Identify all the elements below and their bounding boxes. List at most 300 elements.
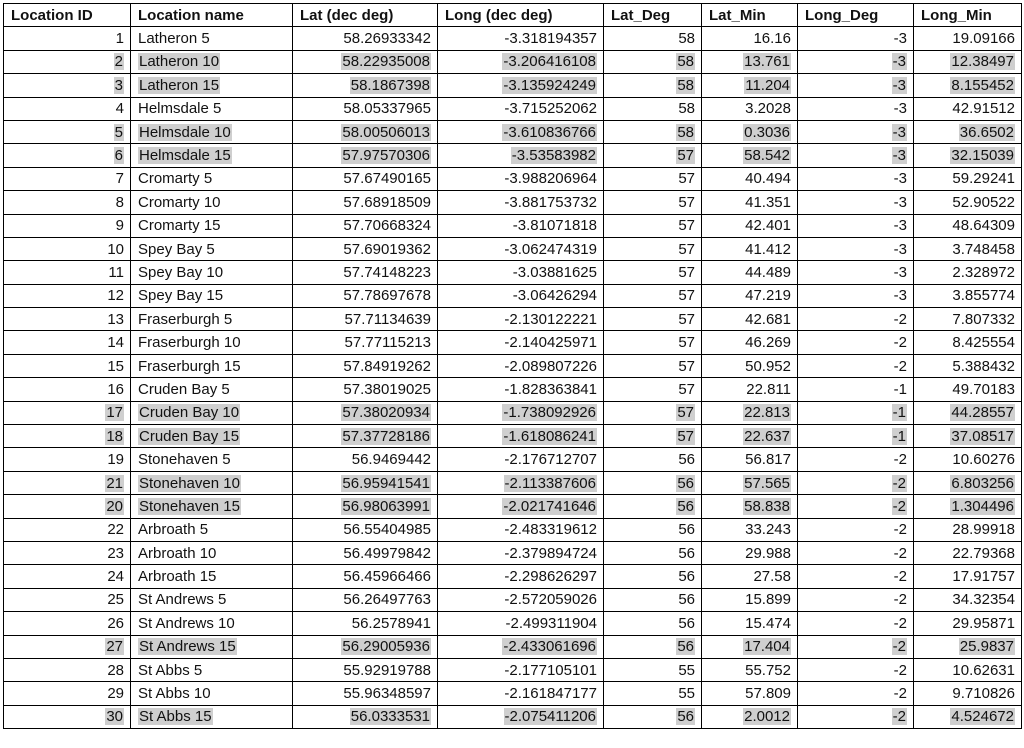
cell-long-min-value: 7.807332 — [952, 310, 1015, 328]
cell-lat-dec-deg-value: 57.68918509 — [343, 193, 431, 211]
cell-lat-dec-deg — [293, 144, 438, 167]
cell-lat-dec-deg — [293, 214, 438, 237]
cell-lat-deg — [604, 518, 702, 541]
table-row — [4, 612, 1022, 635]
cell-long-min-value: 42.91512 — [952, 100, 1015, 118]
cell-long-dec-deg — [438, 495, 604, 518]
cell-lat-min-value: 46.269 — [745, 334, 791, 352]
cell-long-dec-deg — [438, 237, 604, 260]
cell-lat-dec-deg-value: 56.49979842 — [343, 544, 431, 562]
cell-long-dec-deg — [438, 635, 604, 658]
cell-long-dec-deg — [438, 27, 604, 50]
cell-location-name — [131, 214, 293, 237]
cell-lat-min — [702, 658, 798, 681]
table-body — [4, 27, 1022, 729]
table-row — [4, 495, 1022, 518]
table-row — [4, 214, 1022, 237]
cell-long-dec-deg — [438, 705, 604, 728]
cell-location-name-value: Latheron 10 — [139, 53, 220, 71]
cell-long-min — [914, 27, 1022, 50]
cell-location-id-value: 3 — [114, 76, 123, 94]
table-row — [4, 308, 1022, 331]
cell-long-deg-value: -2 — [893, 568, 907, 586]
cell-location-id-value: 19 — [107, 451, 124, 469]
cell-lat-deg — [604, 167, 702, 190]
cell-lat-min-value: 16.16 — [753, 30, 791, 48]
cell-lat-dec-deg-value: 57.77115213 — [344, 334, 431, 352]
table-row — [4, 682, 1022, 705]
cell-lat-min-value: 47.219 — [745, 287, 791, 305]
cell-long-deg — [798, 261, 914, 284]
cell-location-name-value: Latheron 15 — [139, 76, 220, 94]
cell-location-name-value: Stonehaven 5 — [138, 451, 231, 469]
cell-long-deg-value: -3 — [893, 193, 907, 211]
cell-lat-min — [702, 308, 798, 331]
cell-lat-deg-value: 56 — [677, 708, 694, 726]
cell-location-id — [4, 120, 131, 143]
cell-long-min — [914, 378, 1022, 401]
cell-long-deg — [798, 50, 914, 73]
cell-long-min — [914, 191, 1022, 214]
cell-long-min — [914, 331, 1022, 354]
cell-long-min — [914, 50, 1022, 73]
cell-location-name-value: Stonehaven 15 — [139, 497, 240, 515]
cell-lat-deg-value: 56 — [678, 568, 695, 586]
cell-long-deg — [798, 705, 914, 728]
cell-long-dec-deg — [438, 658, 604, 681]
cell-lat-dec-deg-value: 57.69019362 — [343, 240, 431, 258]
cell-long-dec-deg-value: -1.618086241 — [503, 427, 596, 445]
cell-location-name — [131, 705, 293, 728]
cell-lat-deg — [604, 425, 702, 448]
cell-lat-dec-deg — [293, 308, 438, 331]
cell-lat-deg — [604, 378, 702, 401]
cell-lat-deg-value: 55 — [678, 661, 695, 679]
cell-long-dec-deg — [438, 120, 604, 143]
cell-lat-deg-value: 57 — [677, 147, 694, 165]
cell-lat-deg-value: 57 — [677, 427, 694, 445]
cell-lat-min-value: 17.404 — [744, 638, 790, 656]
cell-location-name — [131, 518, 293, 541]
cell-long-min-value: 1.304496 — [951, 497, 1014, 515]
cell-long-deg — [798, 167, 914, 190]
cell-location-id — [4, 518, 131, 541]
cell-lat-deg — [604, 214, 702, 237]
cell-lat-deg — [604, 471, 702, 494]
cell-location-id — [4, 378, 131, 401]
cell-location-id — [4, 74, 131, 97]
cell-long-min-value: 6.803256 — [951, 474, 1014, 492]
cell-location-id — [4, 214, 131, 237]
cell-lat-min-value: 40.494 — [745, 170, 791, 188]
cell-location-name — [131, 425, 293, 448]
cell-location-id-value: 23 — [107, 544, 124, 562]
cell-lat-min — [702, 331, 798, 354]
table-row — [4, 50, 1022, 73]
cell-long-dec-deg-value: -2.177105101 — [504, 661, 597, 679]
cell-long-deg — [798, 682, 914, 705]
table-row — [4, 237, 1022, 260]
cell-lat-min-value: 44.489 — [745, 263, 791, 281]
cell-location-id — [4, 635, 131, 658]
cell-lat-deg — [604, 612, 702, 635]
cell-lat-deg-value: 57 — [678, 380, 695, 398]
cell-location-name-value: Latheron 5 — [138, 30, 210, 48]
cell-lat-dec-deg-value: 57.70668324 — [343, 217, 431, 235]
cell-location-name — [131, 144, 293, 167]
header-location-id: Location ID — [4, 4, 131, 27]
cell-long-dec-deg — [438, 401, 604, 424]
header-long-dec-deg: Long (dec deg) — [438, 4, 604, 27]
cell-lat-dec-deg-value: 58.22935008 — [342, 53, 430, 71]
table-row — [4, 541, 1022, 564]
cell-lat-deg-value: 57 — [678, 334, 695, 352]
cell-lat-deg-value: 57 — [678, 287, 695, 305]
cell-lat-min-value: 22.637 — [744, 427, 790, 445]
cell-long-dec-deg-value: -2.130122221 — [504, 310, 597, 328]
cell-location-id-value: 17 — [106, 404, 123, 422]
cell-lat-deg-value: 57 — [678, 170, 695, 188]
cell-long-deg-value: -2 — [893, 544, 907, 562]
cell-long-dec-deg — [438, 541, 604, 564]
cell-location-id — [4, 448, 131, 471]
cell-long-min-value: 9.710826 — [952, 685, 1015, 703]
cell-location-id-value: 4 — [115, 100, 124, 118]
cell-location-name — [131, 471, 293, 494]
cell-lat-dec-deg-value: 56.2578941 — [351, 614, 431, 632]
table-row — [4, 518, 1022, 541]
cell-lat-min — [702, 237, 798, 260]
cell-lat-deg — [604, 635, 702, 658]
cell-lat-dec-deg — [293, 50, 438, 73]
cell-long-min — [914, 495, 1022, 518]
cell-location-name — [131, 658, 293, 681]
cell-lat-deg — [604, 448, 702, 471]
cell-lat-deg — [604, 120, 702, 143]
cell-lat-min — [702, 284, 798, 307]
cell-location-id — [4, 97, 131, 120]
cell-lat-deg — [604, 27, 702, 50]
cell-location-id — [4, 354, 131, 377]
table-row — [4, 705, 1022, 728]
cell-location-name-value: St Andrews 10 — [138, 614, 235, 632]
cell-long-min-value: 17.91757 — [952, 568, 1015, 586]
cell-lat-deg — [604, 588, 702, 611]
cell-lat-min — [702, 635, 798, 658]
cell-location-id-value: 8 — [115, 193, 124, 211]
cell-long-deg — [798, 612, 914, 635]
cell-lat-dec-deg-value: 58.05337965 — [343, 100, 431, 118]
cell-long-min-value: 4.524672 — [951, 708, 1014, 726]
cell-location-name — [131, 401, 293, 424]
cell-long-dec-deg — [438, 588, 604, 611]
cell-lat-min-value: 11.204 — [745, 76, 790, 94]
cell-lat-dec-deg — [293, 191, 438, 214]
cell-lat-dec-deg — [293, 167, 438, 190]
cell-long-dec-deg — [438, 74, 604, 97]
cell-lat-dec-deg-value: 58.00506013 — [342, 123, 430, 141]
cell-lat-dec-deg-value: 57.38019025 — [343, 380, 431, 398]
cell-long-deg — [798, 495, 914, 518]
cell-lat-dec-deg-value: 56.26497763 — [343, 591, 431, 609]
table-row — [4, 378, 1022, 401]
header-lat-min: Lat_Min — [702, 4, 798, 27]
cell-lat-min — [702, 495, 798, 518]
cell-long-deg — [798, 27, 914, 50]
cell-lat-dec-deg-value: 57.71134639 — [344, 310, 431, 328]
cell-lat-deg-value: 57 — [678, 310, 695, 328]
cell-location-name-value: Fraserburgh 5 — [138, 310, 233, 328]
table-row — [4, 261, 1022, 284]
cell-lat-dec-deg — [293, 97, 438, 120]
cell-long-deg-value: -3 — [892, 147, 906, 165]
cell-lat-dec-deg-value: 57.38020934 — [342, 404, 430, 422]
cell-location-id — [4, 471, 131, 494]
cell-lat-dec-deg — [293, 588, 438, 611]
cell-lat-dec-deg-value: 57.67490165 — [343, 170, 431, 188]
cell-location-name — [131, 261, 293, 284]
cell-lat-min-value: 22.811 — [746, 380, 791, 398]
cell-location-id-value: 1 — [115, 30, 124, 48]
cell-long-deg-value: -2 — [893, 614, 907, 632]
cell-lat-min-value: 57.565 — [744, 474, 790, 492]
cell-location-name — [131, 378, 293, 401]
table-row — [4, 471, 1022, 494]
cell-location-name — [131, 495, 293, 518]
cell-long-min — [914, 74, 1022, 97]
cell-location-id-value: 20 — [106, 497, 123, 515]
cell-lat-deg-value: 58 — [677, 53, 694, 71]
cell-lat-dec-deg — [293, 705, 438, 728]
cell-lat-min-value: 55.752 — [745, 661, 791, 679]
cell-lat-min-value: 13.761 — [744, 53, 790, 71]
cell-lat-deg-value: 56 — [678, 591, 695, 609]
cell-long-dec-deg-value: -3.988206964 — [504, 170, 597, 188]
cell-lat-dec-deg-value: 56.55404985 — [343, 521, 431, 539]
cell-location-id-value: 29 — [107, 685, 124, 703]
cell-lat-deg — [604, 284, 702, 307]
cell-location-name — [131, 565, 293, 588]
cell-location-id — [4, 308, 131, 331]
cell-lat-min — [702, 541, 798, 564]
cell-long-dec-deg — [438, 308, 604, 331]
cell-long-deg — [798, 471, 914, 494]
cell-lat-dec-deg — [293, 495, 438, 518]
cell-lat-deg — [604, 658, 702, 681]
cell-location-id — [4, 495, 131, 518]
cell-long-dec-deg-value: -2.089807226 — [504, 357, 597, 375]
cell-location-name-value: Spey Bay 10 — [138, 263, 224, 281]
cell-lat-dec-deg — [293, 284, 438, 307]
cell-lat-dec-deg-value: 55.92919788 — [343, 661, 431, 679]
table-row — [4, 284, 1022, 307]
cell-long-min-value: 52.90522 — [952, 193, 1015, 211]
cell-location-id — [4, 588, 131, 611]
cell-long-deg-value: -2 — [893, 310, 907, 328]
cell-long-dec-deg — [438, 97, 604, 120]
cell-long-dec-deg — [438, 565, 604, 588]
cell-location-id-value: 24 — [107, 568, 124, 586]
cell-long-dec-deg — [438, 331, 604, 354]
cell-location-name-value: Cruden Bay 5 — [138, 380, 230, 398]
cell-long-min — [914, 261, 1022, 284]
cell-location-id-value: 30 — [106, 708, 123, 726]
cell-long-deg-value: -2 — [892, 638, 906, 656]
header-lat-deg: Lat_Deg — [604, 4, 702, 27]
cell-long-dec-deg — [438, 612, 604, 635]
cell-lat-deg-value: 58 — [678, 30, 695, 48]
cell-lat-min-value: 15.474 — [745, 614, 791, 632]
cell-lat-deg — [604, 331, 702, 354]
cell-lat-dec-deg-value: 56.98063991 — [342, 497, 430, 515]
cell-location-name-value: Helmsdale 15 — [139, 147, 231, 165]
cell-location-id — [4, 284, 131, 307]
cell-lat-dec-deg — [293, 378, 438, 401]
cell-location-name-value: Cromarty 15 — [138, 217, 221, 235]
cell-location-id-value: 12 — [107, 287, 124, 305]
cell-lat-deg — [604, 541, 702, 564]
cell-long-min — [914, 308, 1022, 331]
cell-long-dec-deg-value: -2.113387606 — [504, 474, 596, 492]
cell-lat-min-value: 42.681 — [745, 310, 791, 328]
cell-lat-deg-value: 56 — [678, 521, 695, 539]
cell-long-dec-deg-value: -2.021741646 — [503, 497, 596, 515]
table-row — [4, 331, 1022, 354]
cell-lat-deg-value: 56 — [678, 614, 695, 632]
cell-lat-deg — [604, 50, 702, 73]
cell-location-id — [4, 705, 131, 728]
cell-location-name — [131, 682, 293, 705]
cell-long-deg-value: -2 — [893, 357, 907, 375]
cell-long-min-value: 22.79368 — [952, 544, 1015, 562]
table-row — [4, 27, 1022, 50]
cell-long-dec-deg-value: -3.206416108 — [503, 53, 596, 71]
cell-location-name-value: Fraserburgh 15 — [138, 357, 241, 375]
cell-location-name — [131, 308, 293, 331]
cell-long-deg-value: -3 — [893, 170, 907, 188]
table-row — [4, 191, 1022, 214]
cell-location-id-value: 7 — [115, 170, 124, 188]
table-row — [4, 425, 1022, 448]
cell-long-min — [914, 658, 1022, 681]
cell-lat-deg — [604, 237, 702, 260]
cell-long-deg — [798, 97, 914, 120]
cell-lat-deg — [604, 495, 702, 518]
cell-long-deg-value: -2 — [893, 334, 907, 352]
cell-lat-min-value: 15.899 — [745, 591, 791, 609]
cell-long-deg-value: -2 — [892, 708, 906, 726]
cell-long-dec-deg-value: -3.062474319 — [504, 240, 597, 258]
cell-long-dec-deg — [438, 167, 604, 190]
cell-long-deg-value: -2 — [893, 685, 907, 703]
cell-lat-min — [702, 354, 798, 377]
cell-location-id-value: 14 — [107, 334, 124, 352]
cell-lat-min — [702, 401, 798, 424]
cell-long-deg — [798, 284, 914, 307]
cell-location-name — [131, 635, 293, 658]
cell-lat-deg — [604, 401, 702, 424]
cell-long-dec-deg — [438, 378, 604, 401]
cell-location-name-value: Cruden Bay 15 — [139, 427, 240, 445]
cell-long-dec-deg — [438, 191, 604, 214]
cell-location-name-value: Arbroath 5 — [138, 521, 209, 539]
cell-location-id — [4, 612, 131, 635]
cell-long-dec-deg — [438, 448, 604, 471]
cell-long-deg — [798, 308, 914, 331]
cell-lat-min — [702, 682, 798, 705]
cell-lat-deg — [604, 565, 702, 588]
cell-long-dec-deg-value: -2.298626297 — [504, 568, 597, 586]
cell-lat-min-value: 2.0012 — [744, 708, 790, 726]
cell-long-min — [914, 237, 1022, 260]
cell-long-dec-deg-value: -2.499311904 — [505, 614, 597, 632]
cell-long-min — [914, 120, 1022, 143]
table-row — [4, 120, 1022, 143]
cell-lat-min — [702, 50, 798, 73]
cell-lat-dec-deg-value: 57.84919262 — [343, 357, 431, 375]
cell-location-id — [4, 658, 131, 681]
cell-lat-dec-deg — [293, 682, 438, 705]
cell-lat-min-value: 22.813 — [744, 404, 790, 422]
cell-lat-dec-deg — [293, 448, 438, 471]
cell-location-name-value: Arbroath 10 — [138, 544, 217, 562]
cell-long-dec-deg — [438, 518, 604, 541]
cell-long-deg-value: -3 — [892, 123, 906, 141]
cell-long-min — [914, 705, 1022, 728]
cell-long-deg-value: -2 — [893, 451, 907, 469]
cell-lat-deg-value: 57 — [677, 404, 694, 422]
cell-lat-deg — [604, 354, 702, 377]
cell-location-id — [4, 237, 131, 260]
cell-location-name — [131, 237, 293, 260]
cell-long-deg-value: -3 — [893, 30, 907, 48]
cell-lat-min — [702, 471, 798, 494]
cell-lat-deg — [604, 97, 702, 120]
cell-long-deg — [798, 214, 914, 237]
cell-lat-dec-deg-value: 57.97570306 — [342, 147, 430, 165]
cell-long-min-value: 59.29241 — [952, 170, 1015, 188]
cell-long-dec-deg-value: -3.881753732 — [504, 193, 597, 211]
cell-long-dec-deg — [438, 284, 604, 307]
cell-long-min — [914, 471, 1022, 494]
cell-long-dec-deg-value: -3.318194357 — [504, 30, 597, 48]
cell-long-deg — [798, 120, 914, 143]
cell-location-name — [131, 612, 293, 635]
cell-location-id-value: 13 — [107, 310, 124, 328]
cell-long-min-value: 3.855774 — [952, 287, 1015, 305]
cell-lat-dec-deg-value: 56.45966466 — [343, 568, 431, 586]
cell-long-deg — [798, 237, 914, 260]
cell-lat-min — [702, 518, 798, 541]
cell-lat-min — [702, 705, 798, 728]
cell-long-deg — [798, 541, 914, 564]
cell-long-min — [914, 167, 1022, 190]
cell-long-min — [914, 588, 1022, 611]
cell-lat-min — [702, 97, 798, 120]
cell-long-min-value: 32.15039 — [951, 147, 1014, 165]
cell-long-deg-value: -1 — [892, 404, 906, 422]
cell-lat-min — [702, 167, 798, 190]
cell-location-name — [131, 27, 293, 50]
cell-long-dec-deg-value: -2.176712707 — [504, 451, 597, 469]
cell-lat-dec-deg — [293, 518, 438, 541]
cell-location-name-value: Spey Bay 5 — [138, 240, 215, 258]
cell-lat-dec-deg — [293, 401, 438, 424]
cell-lat-min — [702, 214, 798, 237]
cell-long-min — [914, 565, 1022, 588]
cell-location-name — [131, 541, 293, 564]
cell-location-name-value: St Abbs 5 — [138, 661, 203, 679]
